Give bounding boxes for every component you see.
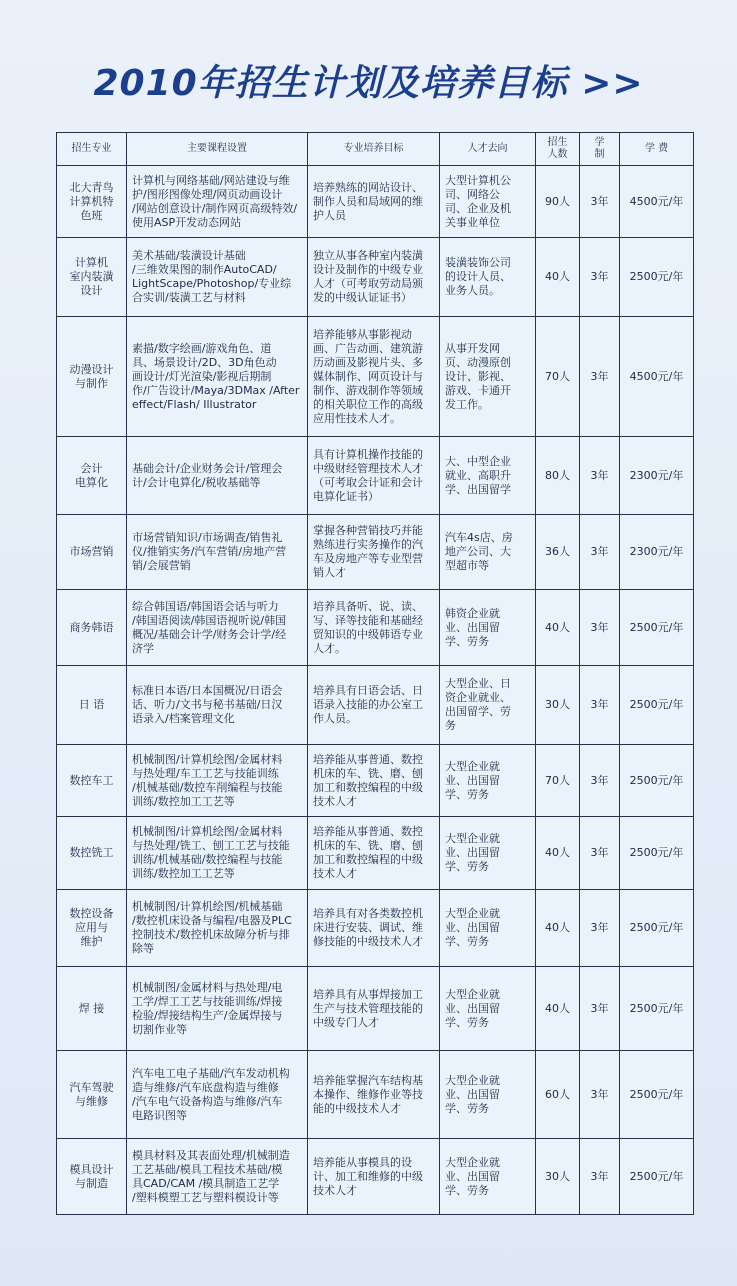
enrollment-cell: 70人 [536,745,580,817]
major-cell: 数控设备 应用与 维护 [57,890,127,967]
table-row [57,166,694,238]
header-enrollment: 招生 人数 [536,133,580,166]
table-row [57,238,694,317]
enrollment-cell: 30人 [536,1139,580,1215]
table-row [57,1139,694,1215]
enrollment-cell: 36人 [536,515,580,590]
enrollment-cell: 40人 [536,967,580,1051]
courses-cell: 机械制图/金属材料与热处理/电 工学/焊工工艺与技能训练/焊接 检验/焊接结构生产/金属焊接与 切割作业等 [127,967,308,1051]
table-row [57,317,694,437]
goal-cell: 培养能掌握汽车结构基 本操作、维修作业等技 能的中级技术人才 [308,1051,440,1139]
major-cell: 汽车驾驶 与维修 [57,1051,127,1139]
header-major: 招生专业 [57,133,127,166]
goal-cell: 培养具有对各类数控机 床进行安装、调试、维 修技能的中级技术人才 [308,890,440,967]
fee-cell: 2300元/年 [620,515,694,590]
destination-cell: 大型企业就 业、出国留 学、劳务 [440,890,536,967]
fee-cell: 2500元/年 [620,745,694,817]
table-row [57,590,694,666]
courses-cell: 机械制图/计算机绘图/机械基础 /数控机床设备与编程/电器及PLC 控制技术/数控机床故障分析与排 除等 [127,890,308,967]
courses-cell: 素描/数字绘画/游戏角色、道 具、场景设计/2D、3D角色动 画设计/灯光渲染/影视后期制 作/广告设计/Maya/3DMax /After effect/Flash/ Illustrator [127,317,308,437]
major-cell: 动漫设计 与制作 [57,317,127,437]
courses-cell: 模具材料及其表面处理/机械制造 工艺基础/模具工程技术基础/模 具CAD/CAM /模具制造工艺学 /塑料模塑工艺与塑料模设计等 [127,1139,308,1215]
destination-cell: 大型企业就 业、出国留 学、劳务 [440,967,536,1051]
enrollment-table [56,132,694,1215]
major-cell: 会计 电算化 [57,437,127,515]
table-row [57,967,694,1051]
table-row [57,515,694,590]
major-cell: 焊 接 [57,967,127,1051]
duration-cell: 3年 [580,1051,620,1139]
fee-cell: 4500元/年 [620,317,694,437]
duration-cell: 3年 [580,166,620,238]
goal-cell: 培养能从事普通、数控 机床的车、铣、磨、刨 加工和数控编程的中级 技术人才 [308,745,440,817]
duration-cell: 3年 [580,890,620,967]
duration-cell: 3年 [580,967,620,1051]
courses-cell: 基础会计/企业财务会计/管理会 计/会计电算化/税收基础等 [127,437,308,515]
enrollment-cell: 40人 [536,817,580,890]
courses-cell: 标准日本语/日本国概况/日语会 话、听力/文书与秘书基础/日汉 语录入/档案管理文化 [127,666,308,745]
fee-cell: 2500元/年 [620,666,694,745]
enrollment-cell: 40人 [536,890,580,967]
table-row [57,817,694,890]
table-row [57,890,694,967]
fee-cell: 2500元/年 [620,1139,694,1215]
major-cell: 市场营销 [57,515,127,590]
goal-cell: 独立从事各种室内装潢 设计及制作的中级专业 人才（可考取劳动局颁 发的中级认证证书） [308,238,440,317]
destination-cell: 大型企业就 业、出国留 学、劳务 [440,745,536,817]
duration-cell: 3年 [580,590,620,666]
duration-cell: 3年 [580,238,620,317]
fee-cell: 2500元/年 [620,817,694,890]
destination-cell: 大、中型企业 就业、高职升 学、出国留学 [440,437,536,515]
duration-cell: 3年 [580,745,620,817]
major-cell: 模具设计 与制造 [57,1139,127,1215]
goal-cell: 掌握各种营销技巧并能 熟练进行实务操作的汽 车及房地产等专业型营 销人才 [308,515,440,590]
duration-cell: 3年 [580,817,620,890]
goal-cell: 培养具备听、说、读、 写、译等技能和基础经 贸知识的中级韩语专业 人才。 [308,590,440,666]
table-row [57,437,694,515]
enrollment-table-wrapper [56,132,693,1215]
header-duration: 学 制 [580,133,620,166]
major-cell: 数控铣工 [57,817,127,890]
courses-cell: 机械制图/计算机绘图/金属材料 与热处理/铣工、刨工工艺与技能 训练/机械基础/数控编程与技能 训练/数控加工工艺等 [127,817,308,890]
major-cell: 日 语 [57,666,127,745]
destination-cell: 大型企业就 业、出国留 学、劳务 [440,1139,536,1215]
header-goal: 专业培养目标 [308,133,440,166]
courses-cell: 机械制图/计算机绘图/金属材料 与热处理/车工工艺与技能训练 /机械基础/数控车削编程与技能 训练/数控加工工艺等 [127,745,308,817]
header-courses: 主要课程设置 [127,133,308,166]
enrollment-cell: 40人 [536,238,580,317]
goal-cell: 培养具有从事焊接加工 生产与技术管理技能的 中级专门人才 [308,967,440,1051]
goal-cell: 培养能够从事影视动 画、广告动画、建筑游 历动画及影视片头、多 媒体制作、网页设计与 制作、游戏制作等领域 的相关职位工作的高级 应用性技术人才。 [308,317,440,437]
table-row [57,745,694,817]
major-cell: 数控车工 [57,745,127,817]
destination-cell: 韩资企业就 业、出国留 学、劳务 [440,590,536,666]
header-destination: 人才去向 [440,133,536,166]
destination-cell: 大型计算机公 司、网络公 司、企业及机 关事业单位 [440,166,536,238]
major-cell: 北大青鸟 计算机特 色班 [57,166,127,238]
destination-cell: 从事开发网 页、动漫原创 设计、影视、 游戏、卡通开 发工作。 [440,317,536,437]
goal-cell: 培养熟练的网站设计、 制作人员和局域网的维 护人员 [308,166,440,238]
enrollment-cell: 70人 [536,317,580,437]
table-header-row [57,133,694,166]
duration-cell: 3年 [580,666,620,745]
goal-cell: 具有计算机操作技能的 中级财经管理技术人才 （可考取会计证和会计 电算化证书） [308,437,440,515]
enrollment-cell: 80人 [536,437,580,515]
table-row [57,666,694,745]
courses-cell: 综合韩国语/韩国语会话与听力 /韩国语阅读/韩国语视听说/韩国 概况/基础会计学/财务会计学/经 济学 [127,590,308,666]
duration-cell: 3年 [580,515,620,590]
destination-cell: 装潢装饰公司 的设计人员、 业务人员。 [440,238,536,317]
fee-cell: 2500元/年 [620,967,694,1051]
fee-cell: 2500元/年 [620,890,694,967]
fee-cell: 2300元/年 [620,437,694,515]
goal-cell: 培养能从事普通、数控 机床的车、铣、磨、刨 加工和数控编程的中级 技术人才 [308,817,440,890]
goal-cell: 培养具有日语会话、日 语录入技能的办公室工 作人员。 [308,666,440,745]
fee-cell: 2500元/年 [620,590,694,666]
courses-cell: 汽车电工电子基础/汽车发动机构 造与维修/汽车底盘构造与维修 /汽车电气设备构造与维修/汽车 电路识图等 [127,1051,308,1139]
courses-cell: 计算机与网络基础/网站建设与维 护/图形图像处理/网页动画设计 /网站创意设计/制作网页高级特效/使用ASP开发动态网站 [127,166,308,238]
destination-cell: 大型企业、日 资企业就业、 出国留学、劳 务 [440,666,536,745]
enrollment-cell: 90人 [536,166,580,238]
duration-cell: 3年 [580,317,620,437]
major-cell: 商务韩语 [57,590,127,666]
courses-cell: 市场营销知识/市场调查/销售礼 仪/推销实务/汽车营销/房地产营 销/会展营销 [127,515,308,590]
fee-cell: 4500元/年 [620,166,694,238]
enrollment-cell: 40人 [536,590,580,666]
destination-cell: 汽车4s店、房 地产公司、大 型超市等 [440,515,536,590]
enrollment-cell: 30人 [536,666,580,745]
table-row [57,1051,694,1139]
fee-cell: 2500元/年 [620,238,694,317]
goal-cell: 培养能从事模具的设 计、加工和维修的中级 技术人才 [308,1139,440,1215]
destination-cell: 大型企业就 业、出国留 学、劳务 [440,817,536,890]
fee-cell: 2500元/年 [620,1051,694,1139]
duration-cell: 3年 [580,437,620,515]
major-cell: 计算机 室内装潢 设计 [57,238,127,317]
header-fee: 学 费 [620,133,694,166]
page-title: 2010年招生计划及培养目标 >> [93,63,644,104]
courses-cell: 美术基础/装潢设计基础 /三维效果图的制作AutoCAD/ LightScape/Photoshop/专业综 合实训/装潢工艺与材料 [127,238,308,317]
enrollment-cell: 60人 [536,1051,580,1139]
destination-cell: 大型企业就 业、出国留 学、劳务 [440,1051,536,1139]
duration-cell: 3年 [580,1139,620,1215]
